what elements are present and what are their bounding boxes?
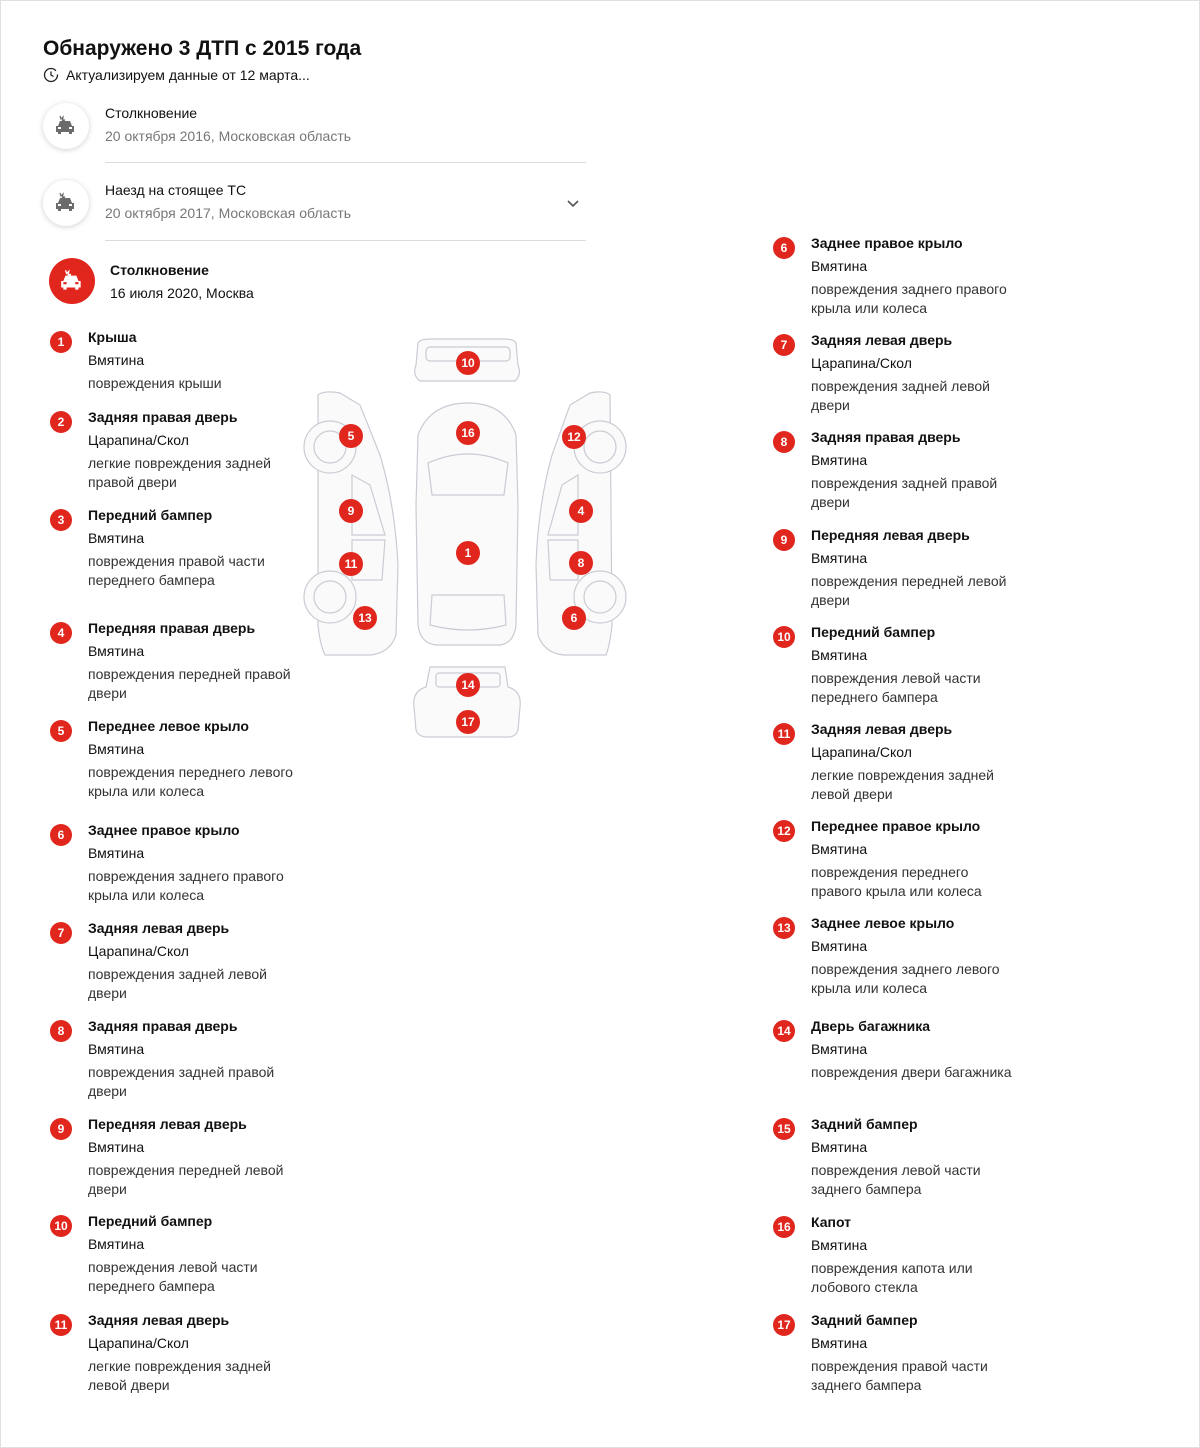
car-crash-icon [54, 115, 78, 137]
damage-part-name: Передний бампер [88, 507, 213, 523]
damage-type: Вмятина [811, 550, 868, 566]
damage-number-badge: 10 [773, 626, 795, 648]
damage-marker[interactable]: 4 [569, 499, 593, 523]
damage-part-name: Передняя левая дверь [88, 1116, 247, 1132]
damage-type: Вмятина [811, 258, 868, 274]
damage-description: повреждения капота или лобового стекла [811, 1260, 973, 1295]
damage-description: повреждения заднего правого крыла или колеса [811, 281, 1007, 316]
accident-title: Столкновение [105, 105, 198, 121]
damage-type: Вмятина [811, 452, 868, 468]
damage-part-name: Передний бампер [811, 624, 936, 640]
damage-type: Царапина/Скол [88, 1335, 189, 1351]
damage-number-badge: 7 [773, 334, 795, 356]
damage-number-badge: 14 [773, 1020, 795, 1042]
damage-description: повреждения передней левой двери [811, 573, 1007, 608]
damage-type: Вмятина [88, 1236, 145, 1252]
page-title: Обнаружено 3 ДТП с 2015 года [43, 37, 362, 60]
update-note [43, 67, 310, 83]
damage-description: повреждения левой части переднего бампера [88, 1259, 258, 1294]
accident-title: Наезд на стоящее ТС [105, 182, 247, 198]
accident-icon-circle [43, 180, 89, 226]
damage-description: повреждения передней левой двери [88, 1162, 284, 1197]
damage-number-badge: 7 [50, 922, 72, 944]
damage-marker[interactable]: 8 [569, 551, 593, 575]
damage-part-name: Задняя правая дверь [88, 1018, 238, 1034]
damage-marker[interactable]: 9 [339, 499, 363, 523]
clock-icon [43, 67, 59, 83]
damage-type: Царапина/Скол [88, 432, 189, 448]
accident-subtitle: 20 октября 2016, Московская область [105, 128, 352, 144]
accident-subtitle: 20 октября 2017, Московская область [105, 205, 352, 221]
damage-number-badge: 5 [50, 720, 72, 742]
damage-marker[interactable]: 10 [456, 351, 480, 375]
damage-part-name: Задний бампер [811, 1312, 918, 1328]
damage-type: Вмятина [811, 938, 868, 954]
damage-number-badge: 15 [773, 1118, 795, 1140]
damage-description: повреждения правой части заднего бампера [811, 1358, 988, 1393]
damage-part-name: Передняя правая дверь [88, 620, 256, 636]
damage-type: Вмятина [811, 1237, 868, 1253]
damage-description: повреждения левой части заднего бампера [811, 1162, 981, 1197]
damage-part-name: Задняя левая дверь [88, 920, 230, 936]
damage-number-badge: 1 [50, 331, 72, 353]
damage-part-name: Заднее левое крыло [811, 915, 955, 931]
damage-type: Вмятина [88, 352, 145, 368]
damage-type: Вмятина [88, 1041, 145, 1057]
damage-type: Царапина/Скол [811, 744, 912, 760]
damage-type: Вмятина [811, 841, 868, 857]
damage-type: Вмятина [811, 1139, 868, 1155]
damage-marker[interactable]: 16 [456, 421, 480, 445]
damage-part-name: Передняя левая дверь [811, 527, 970, 543]
damage-marker[interactable]: 6 [562, 606, 586, 630]
damage-description: повреждения переднего правого крыла или колеса [811, 864, 982, 899]
damage-type: Вмятина [811, 1335, 868, 1351]
damage-number-badge: 2 [50, 411, 72, 433]
damage-number-badge: 4 [50, 622, 72, 644]
damage-description: повреждения передней правой двери [88, 666, 291, 701]
damage-description: повреждения задней левой двери [811, 378, 991, 413]
damage-description: повреждения двери багажника [811, 1064, 1012, 1080]
expanded-accident-subtitle: 16 июля 2020, Москва [110, 285, 254, 301]
damage-type: Вмятина [811, 647, 868, 663]
damage-part-name: Задняя левая дверь [88, 1312, 230, 1328]
divider [105, 162, 586, 163]
damage-description: повреждения правой части переднего бампера [88, 553, 265, 588]
chevron-down-icon[interactable] [566, 196, 580, 210]
damage-description: повреждения заднего левого крыла или колеса [811, 961, 1000, 996]
damage-number-badge: 10 [50, 1215, 72, 1237]
damage-part-name: Капот [811, 1214, 852, 1230]
expanded-accident-title: Столкновение [110, 262, 209, 278]
damage-part-name: Передний бампер [88, 1213, 213, 1229]
damage-part-name: Заднее правое крыло [811, 235, 963, 251]
damage-part-name: Задний бампер [811, 1116, 918, 1132]
damage-description: повреждения задней левой двери [88, 966, 268, 1001]
damage-description: повреждения крыши [88, 375, 222, 391]
damage-type: Вмятина [88, 1139, 145, 1155]
damage-description: легкие повреждения задней левой двери [88, 1358, 271, 1393]
damage-marker[interactable]: 1 [456, 541, 480, 565]
damage-number-badge: 9 [50, 1118, 72, 1140]
damage-marker[interactable]: 17 [456, 710, 480, 734]
damage-marker[interactable]: 11 [339, 552, 363, 576]
damage-description: повреждения задней правой двери [811, 475, 998, 510]
accident-icon-circle [43, 103, 89, 149]
damage-description: повреждения переднего левого крыла или колеса [88, 764, 293, 799]
damage-part-name: Задняя правая дверь [88, 409, 238, 425]
damage-description: легкие повреждения задней левой двери [811, 767, 994, 802]
damage-number-badge: 16 [773, 1216, 795, 1238]
car-crash-icon [59, 269, 85, 293]
damage-part-name: Задняя левая дверь [811, 332, 953, 348]
damage-part-name: Крыша [88, 329, 137, 345]
damage-number-badge: 8 [773, 431, 795, 453]
damage-description: повреждения задней правой двери [88, 1064, 275, 1099]
update-note-text: Актуализируем данные от 12 марта... [66, 67, 310, 83]
damage-number-badge: 9 [773, 529, 795, 551]
damage-type: Царапина/Скол [811, 355, 912, 371]
damage-number-badge: 3 [50, 509, 72, 531]
damage-description: повреждения левой части переднего бампера [811, 670, 981, 705]
damage-description: повреждения заднего правого крыла или колеса [88, 868, 284, 903]
damage-part-name: Переднее правое крыло [811, 818, 981, 834]
damage-type: Царапина/Скол [88, 943, 189, 959]
damage-marker[interactable]: 14 [456, 673, 480, 697]
damage-part-name: Задняя правая дверь [811, 429, 961, 445]
damage-type: Вмятина [88, 845, 145, 861]
damage-number-badge: 17 [773, 1314, 795, 1336]
car-damage-diagram [300, 335, 630, 745]
damage-number-badge: 6 [773, 237, 795, 259]
divider [105, 240, 586, 241]
accident-item[interactable] [41, 178, 586, 256]
expanded-accident-header[interactable] [49, 258, 449, 318]
damage-number-badge: 8 [50, 1020, 72, 1042]
damage-marker[interactable]: 13 [353, 606, 377, 630]
damage-type: Вмятина [811, 1041, 868, 1057]
damage-part-name: Задняя левая дверь [811, 721, 953, 737]
damage-number-badge: 6 [50, 824, 72, 846]
damage-number-badge: 12 [773, 820, 795, 842]
car-crash-icon [54, 192, 78, 214]
damage-marker[interactable]: 5 [339, 424, 363, 448]
damage-part-name: Переднее левое крыло [88, 718, 249, 734]
damage-number-badge: 13 [773, 917, 795, 939]
damage-type: Вмятина [88, 643, 145, 659]
damage-part-name: Дверь багажника [811, 1018, 931, 1034]
damage-type: Вмятина [88, 530, 145, 546]
damage-marker[interactable]: 12 [562, 425, 586, 449]
damage-number-badge: 11 [50, 1314, 72, 1336]
damage-part-name: Заднее правое крыло [88, 822, 240, 838]
damage-description: легкие повреждения задней правой двери [88, 455, 271, 490]
accident-item[interactable] [41, 101, 586, 179]
damage-type: Вмятина [88, 741, 145, 757]
damage-number-badge: 11 [773, 723, 795, 745]
accident-icon-circle [49, 258, 95, 304]
